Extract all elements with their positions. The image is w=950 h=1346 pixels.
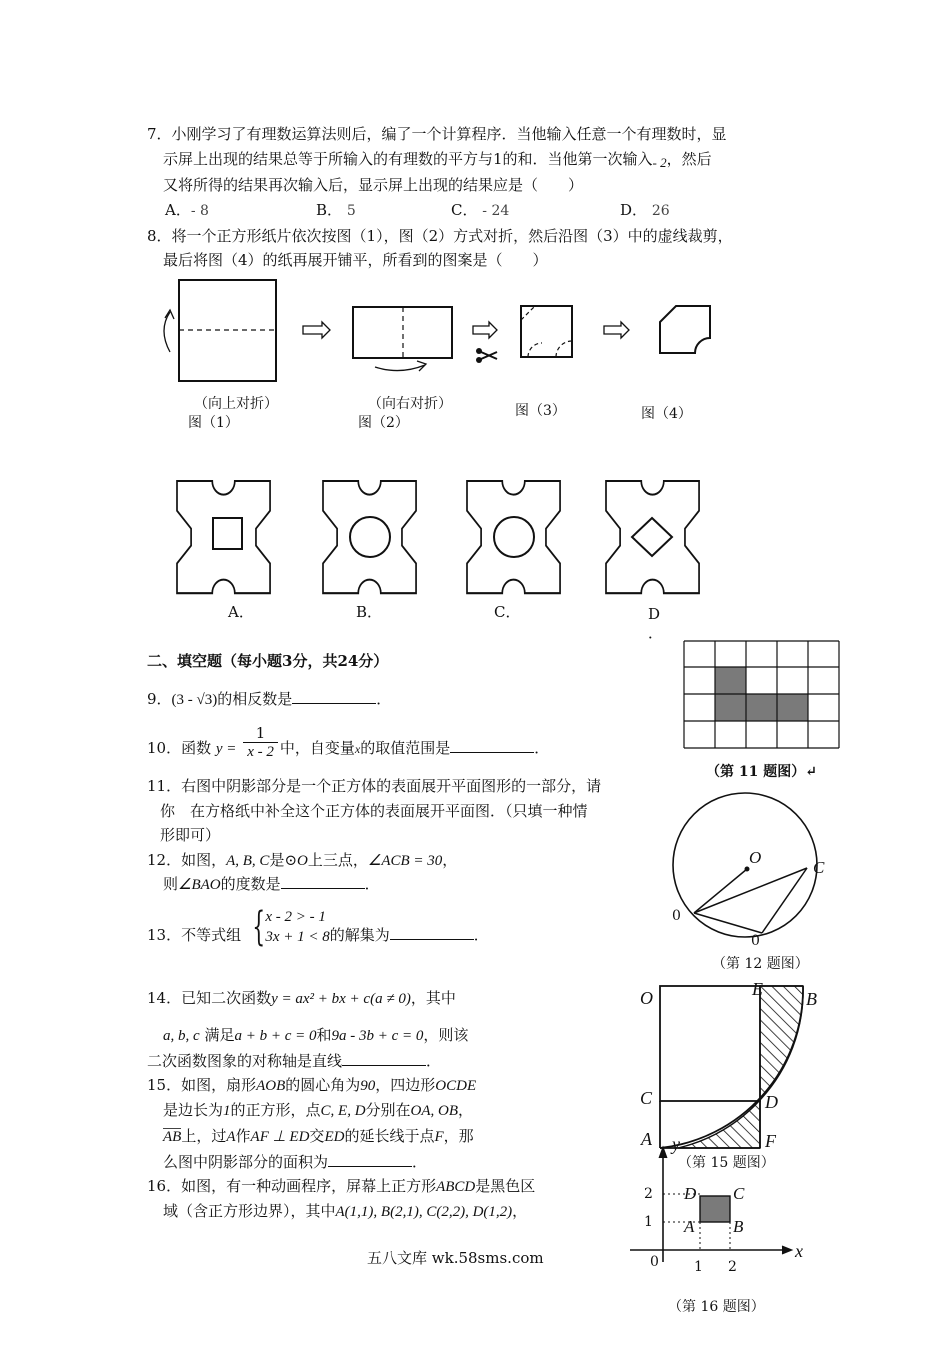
q15-fig-label-e: E bbox=[752, 979, 763, 999]
q7-line2-end: ，然后 bbox=[666, 150, 712, 168]
section-2-title: 二、填空题（每小题3分，共24分） bbox=[147, 652, 389, 670]
q15-line1: 15．如图，扇形AOB的圆心角为90，四边形OCDE bbox=[147, 1076, 477, 1094]
q16-fig-tick-y1: 1 bbox=[644, 1214, 653, 1230]
q13-system: { x - 2 > - 1 3x + 1 < 8 bbox=[252, 904, 330, 950]
fig1-caption: 图（1） bbox=[188, 415, 239, 431]
q8-line2: 最后将图（4）的纸再展开铺平，所看到的图案是（ ） bbox=[163, 251, 548, 269]
q16-fig-label-a: A bbox=[684, 1217, 695, 1236]
q12-fig-label-o: O bbox=[749, 848, 762, 867]
q15-fig-label-b: B bbox=[806, 989, 817, 1009]
q12-fig-label-0-bottom: 0 bbox=[751, 933, 760, 949]
option-b-label[interactable]: B． bbox=[356, 603, 383, 621]
q7-option-a[interactable]: A．- 8 bbox=[165, 201, 209, 219]
q16-line1: 16．如图，有一种动画程序，屏幕上正方形ABCD是黑色区 bbox=[147, 1177, 536, 1195]
q14-line1: 14．已知二次函数y = ax² + bx + c(a ≠ 0)，其中 bbox=[147, 989, 456, 1007]
fig3-caption: 图（3） bbox=[515, 403, 566, 419]
option-a-label[interactable]: A． bbox=[228, 603, 254, 621]
q16-fig-tick-y2: 2 bbox=[644, 1186, 653, 1202]
fig1-note: （向上对折） bbox=[194, 396, 278, 412]
q10: 10．函数 y = $\frac{1}{x - 2}$ 中，自变量x的取值范围是 ． bbox=[147, 723, 550, 760]
q12-caption: （第 12 题图） bbox=[712, 956, 809, 972]
q16-fig-label-b: B bbox=[733, 1217, 744, 1236]
q14-line2: a, b, c 满足a + b + c = 0和9a - 3b + c = 0，则该 bbox=[163, 1026, 469, 1044]
q15-line2: 是边长为1的正方形，点C, E, D分别在OA, OB， bbox=[163, 1101, 474, 1119]
fig4-caption: 图（4） bbox=[641, 406, 692, 422]
option-c-label[interactable]: C． bbox=[494, 603, 521, 621]
q15-line3: AB上，过A作AF ⊥ ED交ED的延长线于点F，那 bbox=[163, 1127, 474, 1145]
q11-line3: 形即可） bbox=[160, 826, 221, 844]
q15-fig-label-a: A bbox=[641, 1129, 652, 1149]
q12-line1: 12．如图，A, B, C是⊙O上三点，∠ACB = 30， bbox=[147, 851, 458, 869]
q14-line3: 二次函数图象的对称轴是直线 ． bbox=[147, 1052, 442, 1070]
q12-fig-label-c: C bbox=[813, 858, 825, 877]
q10-fraction: $\frac{1}{x - 2}$ bbox=[243, 724, 278, 761]
q11-line2: 你 在方格纸中补全这个正方体的表面展开平面图．（只填一种情 bbox=[160, 802, 588, 820]
q16-caption: （第 16 题图） bbox=[668, 1299, 765, 1315]
q15-caption: （第 15 题图） bbox=[678, 1155, 775, 1171]
q15-fig-label-c: C bbox=[640, 1088, 653, 1108]
q11-line1: 11．右图中阴影部分是一个正方体的表面展开平面图形的一部分，请 bbox=[147, 777, 602, 795]
q16-fig-label-origin: 0 bbox=[650, 1254, 659, 1270]
q16-fig-label-y: y bbox=[672, 1134, 680, 1154]
q16-line2: 域（含正方形边界），其中A(1,1), B(2,1), C(2,2), D(1,2)， bbox=[163, 1202, 528, 1220]
fig2-caption: 图（2） bbox=[358, 415, 409, 431]
q16-fig-label-d: D bbox=[684, 1184, 697, 1203]
option-d-label[interactable]: D bbox=[648, 605, 661, 623]
q15-line4: 么图中阴影部分的面积为 ． bbox=[163, 1153, 428, 1171]
q8-line1: 8．将一个正方形纸片依次按图（1），图（2）方式对折，然后沿图（3）中的虚线裁剪， bbox=[147, 227, 733, 245]
q16-fig-tick-x1: 1 bbox=[694, 1259, 703, 1275]
q12-line2: 则∠BAO的度数是 ． bbox=[163, 875, 380, 893]
q16-fig-label-x: x bbox=[795, 1241, 803, 1261]
q13: 13．不等式组 { x - 2 > - 1 3x + 1 < 8 的解集为 ． bbox=[147, 904, 489, 950]
q7-line2-text: 示屏上出现的结果总等于所输入的有理数的平方与1的和．当他第一次输入 bbox=[163, 150, 653, 168]
q7-input-value: - 2 bbox=[652, 155, 667, 170]
q9: 9．(3 - √3)的相反数是 ． bbox=[147, 690, 392, 708]
q15-fig-label-f: F bbox=[765, 1131, 776, 1151]
q12-fig-label-0-left: 0 bbox=[672, 908, 681, 924]
square-abcd bbox=[700, 1196, 730, 1222]
footer-watermark: 五八文库 wk.58sms.com bbox=[367, 1249, 544, 1267]
q15-fig-label-o: O bbox=[640, 988, 653, 1008]
option-d-label-dot: ． bbox=[648, 624, 664, 642]
q15-fig-label-d: D bbox=[765, 1092, 778, 1112]
q7-option-d[interactable]: D． 26 bbox=[620, 201, 670, 219]
q7-option-c[interactable]: C． - 24 bbox=[451, 201, 510, 219]
q16-fig-label-c: C bbox=[733, 1184, 745, 1203]
q7-line1: 7．小刚学习了有理数运算法则后，编了一个计算程序．当他输入任意一个有理数时，显 bbox=[147, 125, 727, 143]
fig2-note: （向右对折） bbox=[368, 396, 452, 412]
q16-fig-tick-x2: 2 bbox=[728, 1259, 737, 1275]
q11-caption: （第 11 题图）↵ bbox=[706, 764, 817, 780]
q7-line3: 又将所得的结果再次输入后，显示屏上出现的结果应是（ ） bbox=[163, 176, 584, 194]
q7-option-b[interactable]: B． 5 bbox=[316, 201, 356, 219]
